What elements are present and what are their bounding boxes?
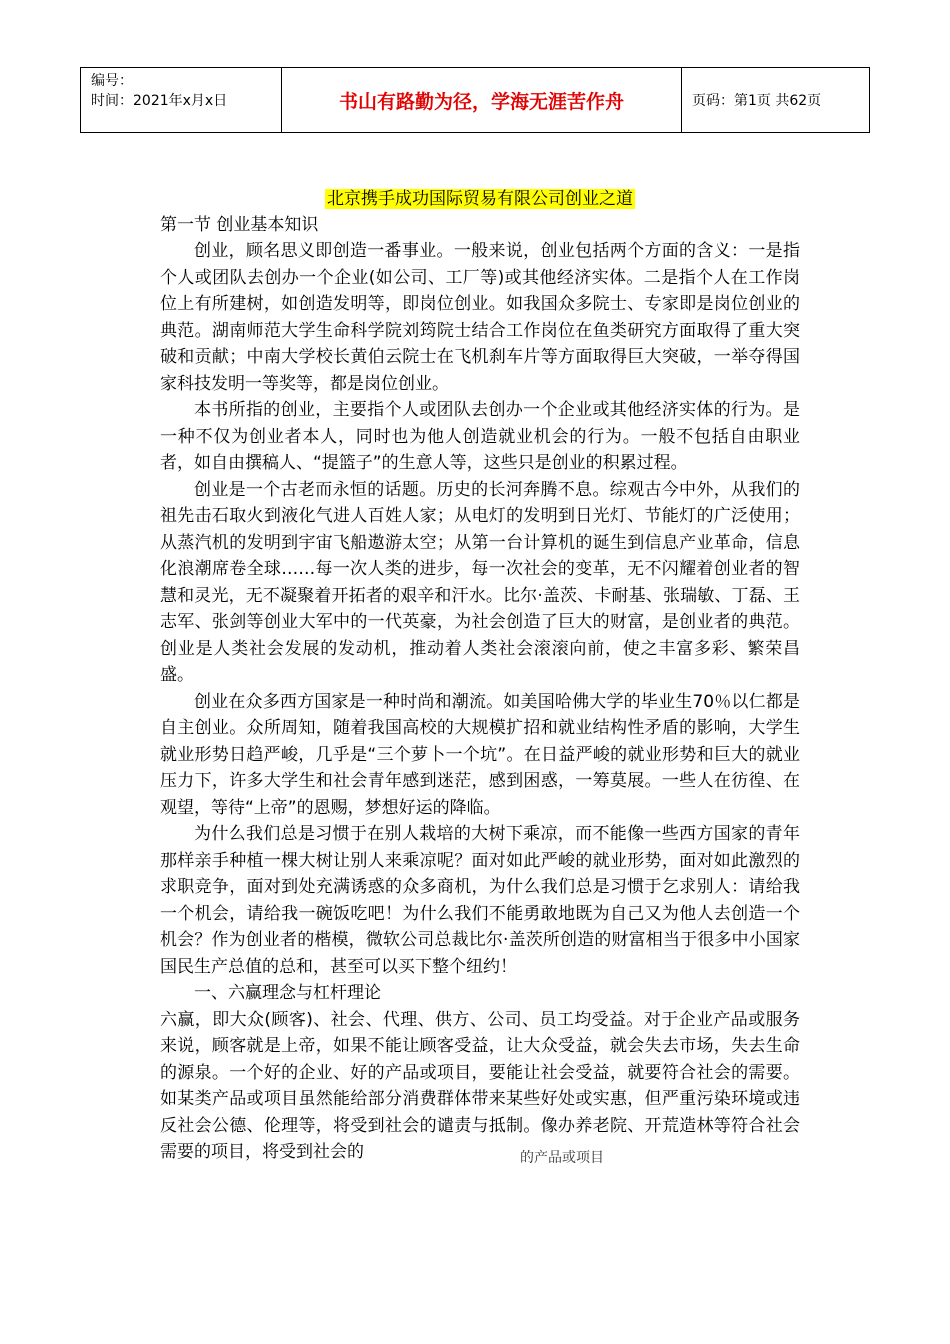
section-heading: 第一节 创业基本知识 [160,215,319,235]
page-info: 页码：第1页 共62页 [692,93,822,109]
time-label: 时间：2021年x月x日 [91,93,228,109]
paragraph: 创业，顾名思义即创造一番事业。一般来说，创业包括两个方面的含义：一是指个人或团队去创办一个企业(如公司、工厂等)或其他经济实体。二是指个人在工作岗位上有所建树，如创造发明等，即岗位创业。如我国众多院士、专家即是岗位创业的典范。湖南师范大学生命科学院刘筠院士结合工作岗位在鱼类研究方面取得了重大突破和贡献；中南大学校长黄伯云院士在飞机刹车片等方面取得巨大突破，一举夺得国家科技发明一等奖等，都是岗位创业。 [160,241,800,394]
paragraph: 创业是一个古老而永恒的话题。历史的长河奔腾不息。综观古今中外，从我们的祖先击石取火到液化气进人百姓人家；从电灯的发明到日光灯、节能灯的广泛使用；从蒸汽机的发明到宇宙飞船遨游太空；从第一台计算机的诞生到信息产业革命，信息化浪潮席卷全球……每一次人类的进步，每一次社会的变革，无不闪耀着创业者的智慧和灵光，无不凝聚着开拓者的艰辛和汗水。比尔·盖茨、卡耐基、张瑞敏、丁磊、王志军、张剑等创业大军中的一代英豪，为社会创造了巨大的财富，是创业者的典范。创业是人类社会发展的发动机，推动着人类社会滚滚向前，使之丰富多彩、繁荣昌盛。 [160,479,800,685]
paragraph: 创业在众多西方国家是一种时尚和潮流。如美国哈佛大学的毕业生70％以仁都是自主创业。众所周知，随着我国高校的大规模扩招和就业结构性矛盾的影响，大学生就业形势日趋严峻，几乎是“三个萝卜一个坑”。在日益严峻的就业形势和巨大的就业压力下，许多大学生和社会青年感到迷茫，感到困惑，一筹莫展。一些人在彷徨、在观望，等待“上帝”的恩赐，梦想好运的降临。 [160,691,800,818]
document-body [160,186,800,1166]
header-table [80,67,870,133]
overlapping-text-artifact: 的产品或项目 [520,1150,604,1166]
paragraph: 六赢，即大众(顾客)、社会、代理、供方、公司、员工均受益。对于企业产品或服务来说，顾客就是上帝，如果不能让顾客受益，让大众受益，就会失去市场，失去生命的源泉。一个好的企业、好的产品或项目，要能让社会受益，就要符合社会的需要。如某类产品或项目虽然能给部分消费群体带来某些好处或实惠，但严重污染环境或违反社会公德、伦理等，将受到社会的谴责与抵制。像办养老院、开荒造林等符合社会需要的项目，将受到社会的 [160,1009,800,1162]
header-meta-cell [81,68,282,132]
number-label: 编号： [91,73,133,89]
document-title-wrap [160,186,800,212]
paragraph: 为什么我们总是习惯于在别人栽培的大树下乘凉，而不能像一些西方国家的青年那样亲手种植一棵大树让别人来乘凉呢？面对如此严峻的就业形势，面对如此激烈的求职竞争，面对到处充满诱惑的众多商机，为什么我们总是习惯于乞求别人：请给我一个机会，请给我一碗饭吃吧！为什么我们不能勇敢地既为自己又为他人去创造一个机会？作为创业者的楷模，微软公司总裁比尔·盖茨所创造的财富相当于很多中小国家国民生产总值的总和，甚至可以买下整个纽约！ [160,824,800,977]
document-title: 北京携手成功国际贸易有限公司创业之道 [327,189,633,209]
paragraph: 本书所指的创业，主要指个人或团队去创办一个企业或其他经济实体的行为。是一种不仅为创业者本人，同时也为他人创造就业机会的行为。一般不包括自由职业者，如自由撰稿人、“提篮子”的生意人等，这些只是创业的积累过程。 [160,400,800,473]
subsection-heading: 一、六赢理念与杠杆理论 [194,983,381,1003]
motto: 书山有路勤为径，学海无涯苦作舟 [282,68,682,132]
